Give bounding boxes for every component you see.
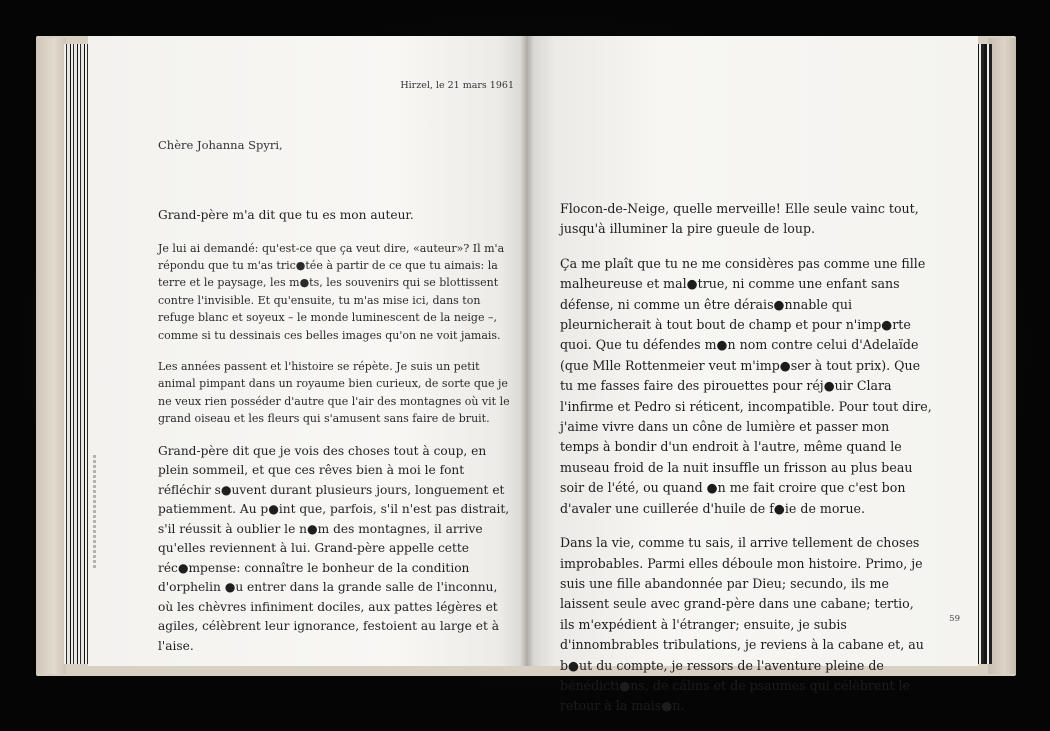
left-paragraph-3: Les années passent et l'histoire se répète. Je suis un petit animal pimpant dans un royaume bien curieux, de sorte que je ne veux rien posséder d'autre que l'air des montagnes où vit le grand oiseau et les fleurs qui s'amusent sans faire de bruit. [158,359,510,426]
cover-right-edge [988,38,1016,674]
right-page [528,36,978,714]
salutation: Chère Johanna Spyri, [158,138,283,152]
left-page-body [158,206,510,670]
spine-print-mark [93,455,96,570]
right-page-body [560,199,932,731]
page-stack-right [976,44,992,664]
dateline: Hirzel, le 21 mars 1961 [400,80,514,91]
left-paragraph-2: Je lui ai demandé: qu'est-ce que ça veut dire, «auteur»? Il m'a répondu que tu m'as tric●tée à partir de ce que tu aimais: la terre et le paysage, les m●ts, les souvenirs qui se blottissent contre l'invisible. Et qu'ensuite, tu m'as mise ici, dans ton refuge blanc et soyeux – le monde luminescent de la neige –, comme si tu dessinais ces belles images qu'on ne voit jamais. [158,241,505,342]
cover-left-edge [36,38,66,674]
book-gutter-shadow [520,36,534,666]
page-stack-left [64,44,90,664]
left-paragraph-1: Grand-père m'a dit que tu es mon auteur. [158,208,414,222]
right-paragraph-2: Ça me plaît que tu ne me considères pas comme une fille malheureuse et mal●true, ni comme une enfant sans défense, ni comme un être dérais●nnable qui pleurnicherait à tout bout de champ et pour n'imp●rte quoi. Que tu défendes m●n nom contre celui d'Adelaïde (que Mlle Rottenmeier veut m'imp●ser à tout prix). Que tu me fasses faire des pirouettes pour réj●uir Clara l'infirme et Pedro si réticent, incompatible. Pour tout dire, j'aime vivre dans un cône de lumière et passer mon temps à bondir d'un endroit à l'autre, même quand le museau froid de la nuit insuffle un frisson au plus beau soir de l'été, ou quand ●n me fait croire que c'est bon d'avaler une cuillerée d'huile de f●ie de morue. [560,255,932,516]
left-page [88,36,526,666]
right-paragraph-3: Dans la vie, comme tu sais, il arrive tellement de choses improbables. Parmi elles déboule mon histoire. Primo, je suis une fille abandonnée par Dieu; secundo, ils me laissent seule avec grand-père dans une cabane; tertio, ils m'expédient à l'étranger; ensuite, je subis d'innombrables tribulations, je reviens à la cabane et, au b●ut du compte, je ressors de l'aventure pleine de bénédicti●ns, de câlins et de psaumes qui célèbrent le retour à la mais●n. [560,535,924,714]
page-number: 59 [949,614,960,624]
right-paragraph-1: Flocon-de-Neige, quelle merveille! Elle seule vainc tout, jusqu'à illuminer la pire gueule de loup. [560,201,919,237]
left-paragraph-4: Grand-père dit que je vois des choses tout à coup, en plein sommeil, et que ces rêves bien à moi le font réfléchir s●uvent durant plusieurs jours, longuement et patiemment. Au p●int que, parfois, s'il n'est pas distrait, s'il réussit à oublier le n●m des montagnes, il arrive qu'elles reviennent à lui. Grand-père appelle cette réc●mpense: connaître le bonheur de la condition d'orphelin ●u entrer dans la grande salle de l'inconnu, où les chèvres infiniment dociles, aux pattes légères et agiles, célèbrent leur ignorance, festoient au large et à l'aise. [158,443,510,653]
